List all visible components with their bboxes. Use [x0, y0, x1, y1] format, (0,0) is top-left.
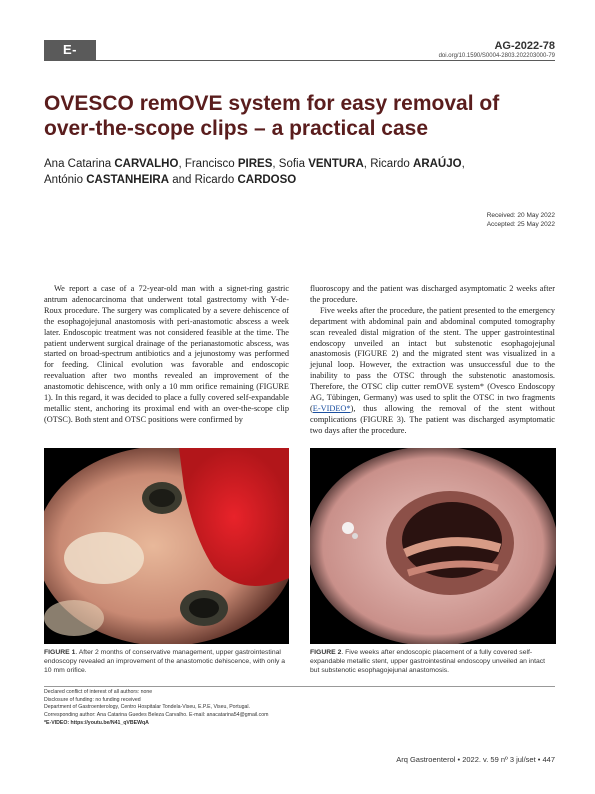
author-sep: , [272, 158, 279, 170]
caption-text: . Five weeks after endoscopic placement of a fully covered self-expandable metallic stent, upper gastrointestinal endoscopy unveiled an intact but substenotic esophagojejunal anastomosis. [310, 649, 546, 674]
footnote-correspondence[interactable]: Corresponding author: Ana Catarina Guedes Beleza Carvalho. E-mail: anacatarina54@gmail.com [44, 712, 269, 719]
endoscopy-image-1 [44, 448, 289, 644]
footnote-conflict: Declared conflict of interest of all authors: none [44, 689, 153, 695]
author-given: Francisco [184, 158, 238, 170]
article-title: OVESCO remOVE system for easy removal of over-the-scope clips – a practical case [44, 92, 500, 140]
author-family: CASTANHEIRA [86, 174, 170, 186]
author-given: Ricardo [370, 158, 414, 170]
footnote-affiliation: Department of Gastroenterology, Centro Hospitalar Tondela-Viseu, E.P.E, Viseu, Portugal. [44, 704, 250, 711]
article-dates [487, 211, 555, 229]
author-family: PIRES [237, 158, 273, 170]
body-text: ), thus allowing the removal of the stent without complications (FIGURE 3). The patient was discharged asymptomatic two days after the procedure. [310, 403, 555, 435]
accepted-date: Accepted: 25 May 2022 [486, 221, 555, 228]
journal-footer: Arq Gastroenterol • 2022. v. 59 nº 3 jul/set • 447 [396, 755, 555, 764]
body-column-right [310, 284, 555, 437]
section-badge: E-VIDEO [44, 40, 96, 60]
author-sep: , [461, 158, 465, 170]
received-date: Received: 20 May 2022 [486, 212, 555, 219]
doi-link[interactable]: doi.org/10.1590/S0004-2803.202203000-79 [438, 53, 555, 59]
body-paragraph: fluoroscopy and the patient was discharged asymptomatic 2 weeks after the procedure. [310, 284, 555, 304]
author-family: CARDOSO [237, 174, 297, 186]
e-video-link[interactable]: E-VIDEO* [312, 403, 351, 413]
author-list [44, 156, 544, 188]
body-paragraph: We report a case of a 72-year-old man with a signet-ring gastric antrum adenocarcinoma that underwent total gastrectomy with Y-de-Roux procedure. The surgery was complicated by a severe dehiscence of the esophagojejunal anastomosis with peri-anastomotic abscess a week later. Endoscopic treatment was not considered feasible at the time. The patient underwent surgical drainage of the perianastomotic abscess, was started on broad-spectrum antibiotics and a jejunostomy was performed for feeding. Clinical evolution was favorable and endoscopic reevaluation after two months revealed an improvement of the anastomotic dehiscence, with only a 10 mm orifice remaining (FIGURE 1). In this regard, it was decided to place a fully covered self-expandable metallic stent, anchoring its proximal end with an over-the-scope clip (OTSC). Both stent and OTSC positions were confirmed by [44, 284, 289, 424]
footnotes [44, 689, 555, 728]
figure-label: FIGURE 1 [44, 649, 76, 656]
body-column-left [44, 284, 289, 426]
footnote-rule [44, 686, 555, 687]
author-family: ARAÚJO [413, 158, 462, 170]
caption-text: . After 2 months of conservative management, upper gastrointestinal endoscopy revealed an improvement of the anastomotic dehiscence, with only a 10 mm orifice. [44, 649, 286, 674]
figure-2-caption [310, 648, 555, 675]
figure-2-image [310, 448, 556, 644]
author-family: VENTURA [308, 158, 364, 170]
author-given: Ana Catarina [44, 158, 115, 170]
author-given: Sofia [278, 158, 309, 170]
endoscopy-image-2 [310, 448, 556, 644]
author-family: CARVALHO [114, 158, 179, 170]
author-sep: , [178, 158, 185, 170]
footnote-video-link[interactable]: *E-VIDEO: https://youtu.be/N41_qVBEWqA [44, 719, 149, 726]
author-sep: and [169, 174, 195, 186]
figure-1-caption [44, 648, 289, 675]
author-given: António [44, 174, 87, 186]
article-code: AG-2022-78 [494, 40, 555, 52]
body-text: Five weeks after the procedure, the patient presented to the emergency department with abdominal pain and abdominal computed tomography scan revealed distal migration of the stent. The upper gastrointestinal endoscopy unveiled an intact but substenotic esophagojejunal anastomosis (FIGURE 2) and the migrated stent was visualized in a jejunal loop. However, the extraction was unsuccessful due to the inability to pass the OTSC through the substenotic anastomosis. Therefore, the OTSC clip cutter remOVE system* (Ovesco Endoscopy AG, Tübingen, Germany) was used to split the OTSC in two fragments ( [310, 305, 555, 413]
figure-1-image [44, 448, 289, 644]
figure-label: FIGURE 2 [310, 649, 342, 656]
footnote-funding: Disclosure of funding: no funding received [44, 696, 141, 703]
body-paragraph [310, 306, 555, 437]
header-rule [44, 60, 555, 61]
author-sep: , [363, 158, 371, 170]
author-given: Ricardo [194, 174, 238, 186]
